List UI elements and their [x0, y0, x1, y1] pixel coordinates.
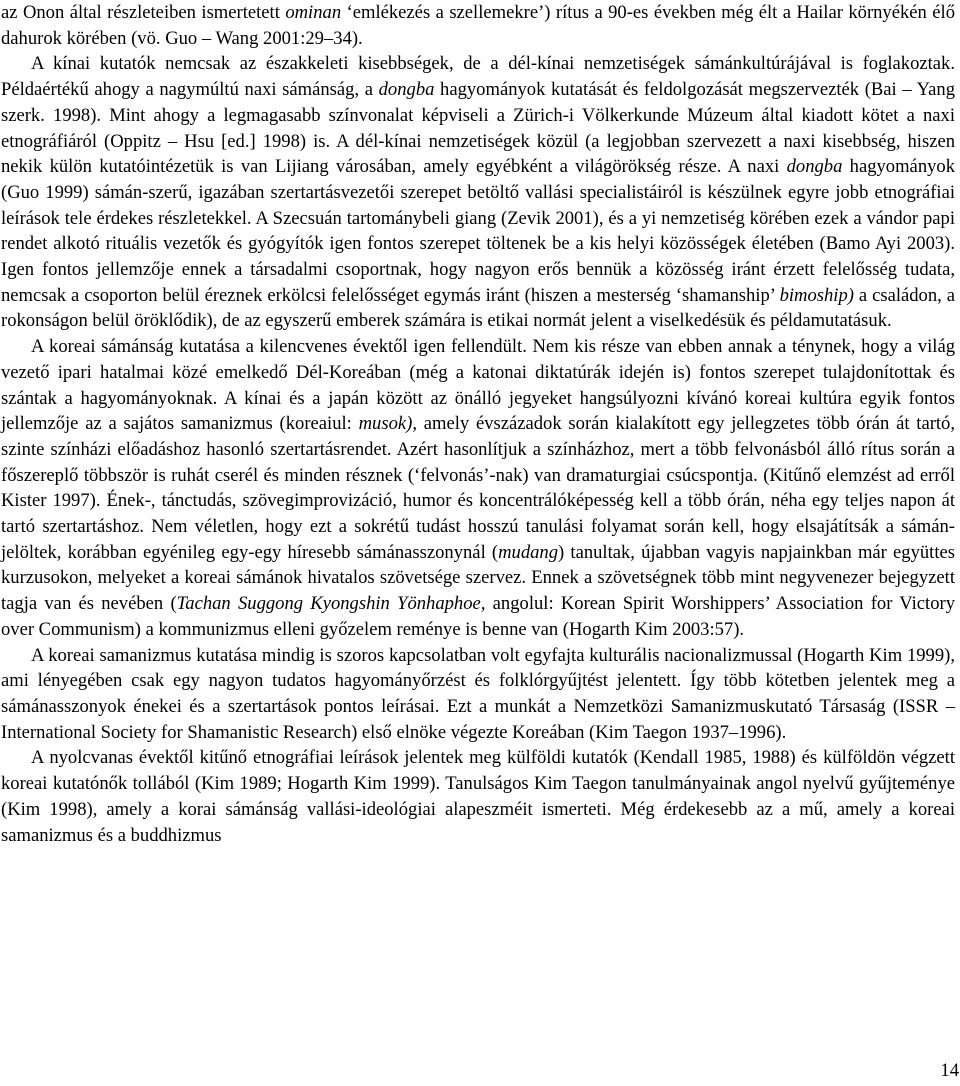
paragraph-4	[1, 643, 955, 746]
italic-term: mudang	[498, 541, 559, 563]
text-run: A kínai kutatók nemcsak az északkeleti kisebbségek, de a dél-kínai nemzetiségek sámánkultúrájával is foglakoztak. Példaértékű ahogy a nagymúltú naxi sámánság, a	[1, 53, 955, 101]
text-run: angolul: Korean Spirit Worshippers’ Association for Victory over Communism) a kommunizmus elleni győzelem reménye is benne van (Hogarth Kim 2003:57).	[1, 593, 955, 640]
paragraph-5	[1, 745, 955, 848]
italic-term: ominan	[285, 2, 342, 23]
italic-term: Tachan Suggong Kyongshin Yönhaphoe,	[176, 593, 486, 615]
page-number: 14	[940, 1060, 959, 1081]
text-run: hagyományok (Guo 1999) sámán-szerű, igazában szertartásvezetői szerepet betöltő vallási specialistáiról is készülnek egyre jobb etnográfiai leírások tele érdekes részletekkel. A Szecsuán tartománybeli giang (Zevik 2001), és a yi nemzetiség körében ezek a vándor papi rendet alkotó rituális vezetők és gyógyítók igen fontos szerepet töltenek be a kis helyi közösségek életében (Bamo Ayi 2003). Igen fontos jellemzője ennek a társadalmi csoportnak, hogy nagyon erős bennük a közösség iránt érzett felelősség tudata, nemcsak a csoporton belül éreznek erkölcsi felelősséget egymás iránt (hiszen a mesterség ‘shamanship’	[1, 156, 956, 306]
text-run: amely évszázadok során kialakított egy jellegzetes több órán át tartó, szinte színházi előadáshoz hasonló szertartásrendet. Azért hasonlítjuk a színházhoz, mert a több felvonásból álló rítus során a főszereplő többször is ruhát cserél és minden résznek (‘felvonás’-nak) van dramaturgiai csúcspontja. (Kitűnő elemzést ad erről Kister 1997). Ének-, tánctudás, szövegimprovizáció, humor és koncentrálóképesség kell a több órán, néha egy teljes napon át tartó szertartáshoz. Nem véletlen, hogy ezt a sokrétű tudást hosszú tanulási folyamat során kell, hogy elsajátítsák a sámán-jelöltek, korábban egyénileg egy-egy híresebb sámánasszonynál (	[1, 413, 956, 563]
paragraph-1	[1, 0, 955, 51]
text-run: a családon, a rokonságon belül öröklődik), de az egyszerű emberek számára is etikai normát jelent a viselkedésük és példamutatásuk.	[1, 284, 955, 332]
paragraph-3	[1, 334, 955, 642]
text-run: ) tanultak, újabban vagyis napjainkban már együttes kurzusokon, melyeket a koreai sámánok hivatalos szövetsége szervez. Ennek a szövetségnek több mint negyvenezer bejegyzett tagja van és nevében (	[1, 541, 955, 615]
text-run: A koreai sámánság kutatása a kilencvenes évektől igen fellendült. Nem kis része van ebben annak a ténynek, hogy a világ vezető ipari hatalmai közé emelkedő Dél-Koreában (még a katonai diktatúrák idején is) fontos szerepet tulajdonítottak és szántak a hagyományoknak. A kínai és a japán között az önálló jegyeket hangsúlyozni kívánó koreai kultúra egyik fontos jellemzője az a sajátos samanizmus (koreaiul:	[1, 336, 955, 435]
italic-term: dongba	[786, 156, 843, 178]
italic-term: dongba	[378, 79, 435, 101]
text-run: az Onon által részleteiben ismertetett	[1, 2, 286, 23]
italic-term: musok),	[358, 413, 417, 435]
text-run: ‘emlékezés a szellemekre’) rítus a 90-es években még élt a Hailar környékén élő dahurok körében (vö. Guo – Wang 2001:29–34).	[1, 2, 955, 49]
text-run: A koreai samanizmus kutatása mindig is szoros kapcsolatban volt egyfajta kulturális nacionalizmussal (Hogarth Kim 1999), ami lényegében csak egy nagyon tudatos hagyományőrzést és folklórgyűjtést jelentett. Így több kötetben jelentek meg a sámánasszonyok énekei és a szertartások pontos leírásai. Ezt a munkát a Nemzetközi Samanizmuskutató Társaság (ISSR – International Society for Shamanistic Research) első elnöke végezte Koreában (Kim Taegon 1937–1996).	[1, 644, 955, 743]
text-run: hagyományok kutatását és feldolgozását megszervezték (Bai – Yang szerk. 1998). Mint ahogy a legmagasabb színvonalat képviseli a Zürich-i Völkerkunde Múzeum által kiadott kötet a naxi etnográfiáról (Oppitz – Hsu [ed.] 1998) is. A dél-kínai nemzetiségek közül (a legjobban szervezett a naxi kisebbség, hiszen nekik külön kutatóintézetük is van Lijiang városában, amely egyébként a világörökség része. A naxi	[1, 79, 955, 178]
paragraph-2	[1, 51, 955, 334]
italic-term: bimoship)	[779, 284, 854, 306]
text-run: A nyolcvanas évektől kitűnő etnográfiai leírások jelentek meg külföldi kutatók (Kendall 1985, 1988) és külföldön végzett koreai kutatónők tollából (Kim 1989; Hogarth Kim 1999). Tanulságos Kim Taegon tanulmányainak angol nyelvű gyűjteménye (Kim 1998), amely a korai sámánság vallási-ideológiai alapeszméit ismerteti. Még érdekesebb az a mű, amely a koreai samanizmus és a buddhizmus	[1, 747, 955, 846]
body-text	[1, 0, 955, 848]
